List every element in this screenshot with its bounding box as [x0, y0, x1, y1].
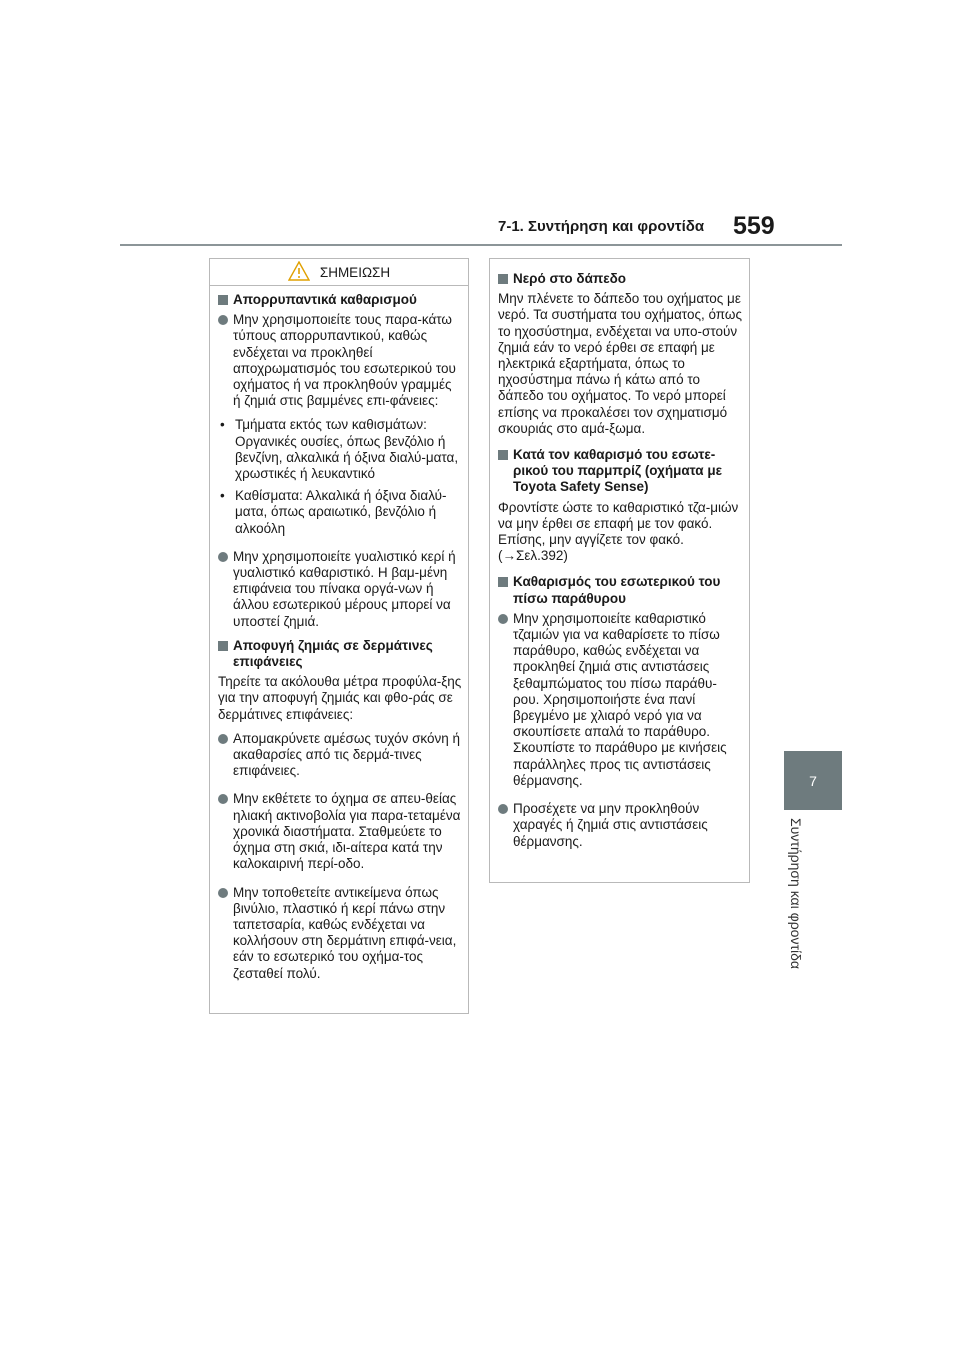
round-bullet-icon [218, 794, 228, 804]
dot-marker: • [220, 417, 225, 433]
list-item: Μην τοποθετείτε αντικείμενα όπως βινύλιο, πλαστικό ή κερί πάνω στην ταπετσαρία, καθώς ενδέχεται να κολλήσουν στη δερμάτινη επιφά-νεια, εάν το εσωτερικό του οχήμα-τος ζεσταθεί πολύ. [218, 885, 462, 982]
square-bullet-icon [498, 450, 508, 460]
square-bullet-icon [498, 577, 508, 587]
note-box [209, 258, 469, 1014]
square-bullet-icon [498, 274, 508, 284]
sub-list-item: • Τμήματα εκτός των καθισμάτων: Οργανικές ουσίες, όπως βενζόλιο ή βενζίνη, αλκαλικά ή όξινα διαλύ-ματα, χρωστικές ή λευκαντικό [220, 417, 459, 482]
chapter-tab [784, 751, 842, 810]
note-heading: ΣΗΜΕΙΩΣΗ [319, 264, 391, 280]
section-heading: Κατά τον καθαρισμό του εσωτε-ρικού του παρμπρίζ (οχήματα με Toyota Safety Sense) [498, 447, 743, 496]
page-number: 559 [733, 212, 775, 240]
section-heading: Νερό στο δάπεδο [498, 271, 743, 287]
paragraph: Φροντίστε ώστε το καθαριστικό τζα-μιών να μην έρθει σε επαφή με τον φακό. Επίσης, μην αγγίζετε τον φακό. (→Σελ.392) [498, 499, 739, 564]
round-bullet-icon [498, 804, 508, 814]
section-title: 7-1. Συντήρηση και φροντίδα [498, 218, 705, 235]
dot-marker: • [220, 488, 225, 504]
paragraph: Τηρείτε τα ακόλουθα μέτρα προφύλα-ξης για την αποφυγή ζημιάς και φθο-ράς σε δερμάτινες επιφάνειες: [218, 674, 462, 722]
note-header [210, 259, 468, 286]
round-bullet-icon [218, 552, 228, 562]
list-item: Μην χρησιμοποιείτε γυαλιστικό κερί ή γυαλιστικό καθαριστικό. Η βαμ-μένη επιφάνεια του πίνακα οργά-νων ή άλλου εσωτερικού μέρους μπορεί να υποστεί ζημιά. [218, 549, 462, 630]
list-item: Προσέχετε να μην προκληθούν χαραγές ή ζημιά στις αντιστάσεις θέρμανσης. [498, 801, 743, 850]
section-heading: Αποφυγή ζημιάς σε δερμάτινες επιφάνειες [218, 638, 462, 670]
list-item: Μην χρησιμοποιείτε τους παρα-κάτω τύπους απορρυπαντικού, καθώς ενδέχεται να προκληθεί αποχρωματισμός του εσωτερικού του οχήματος ή να προκληθούν γραμμές ή ζημιά στις βαμμένες επι-φάνειες: [218, 312, 462, 409]
chapter-number: 7 [809, 772, 817, 789]
continuation-box [489, 258, 750, 883]
paragraph: Μην πλένετε το δάπεδο του οχήματος με νερό. Τα συστήματα του οχήματος, όπως το ηχοσύστημα, ενδέχεται να υπο-στούν ζημιά εάν το νερό έρθει σε επαφή με ηλεκτρικά εξαρτήματα, όπως το ηχοσύστημα πάνω ή κάτω από το δάπεδο του οχήματος. Το νερό μπορεί επίσης να προκαλέσει τον σχηματισμό σκουριάς στο αμά-ξωμα. [498, 291, 742, 436]
list-item: Απομακρύνετε αμέσως τυχόν σκόνη ή ακαθαρσίες από τις δερμά-τινες επιφάνειες. [218, 731, 462, 780]
list-item: Μην εκθέτετε το όχημα σε απευ-θείας ηλιακή ακτινοβολία για παρα-τεταμένα χρονικά διαστήματα. Σταθμεύετε το όχημα στη σκιά, ιδι-αίτερα κατά την καλοκαιρινή περί-οδο. [218, 791, 462, 872]
section-heading: Καθαρισμός του εσωτερικού του πίσω παράθυρου [498, 574, 743, 606]
list-item: Μην χρησιμοποιείτε καθαριστικό τζαμιών για να καθαρίσετε το πίσω παράθυρο, καθώς ενδέχεται να προκληθεί ζημιά στις αντιστάσεις ξεθαμπώματος του πίσω παράθυ-ρου. Χρησιμοποιήστε ένα πανί βρεγμένο με χλιαρό νερό για να σκουπίσετε απαλά το παράθυρο. Σκουπίστε το παράθυρο με κινήσεις παράλληλες προς τις αντιστάσεις θέρμανσης. [498, 611, 743, 789]
section-heading: Απορρυπαντικά καθαρισμού [218, 292, 462, 308]
round-bullet-icon [218, 315, 228, 325]
square-bullet-icon [218, 641, 228, 651]
round-bullet-icon [498, 614, 508, 624]
chapter-side-title: Συντήρηση και φροντίδα [788, 818, 804, 969]
warning-triangle-icon [288, 261, 310, 284]
header-rule [120, 244, 842, 246]
square-bullet-icon [218, 295, 228, 305]
round-bullet-icon [218, 734, 228, 744]
round-bullet-icon [218, 888, 228, 898]
sub-list-item: • Καθίσματα: Αλκαλικά ή όξινα διαλύ-ματα, όπως αραιωτικό, βενζόλιο ή αλκοόλη [220, 488, 447, 536]
